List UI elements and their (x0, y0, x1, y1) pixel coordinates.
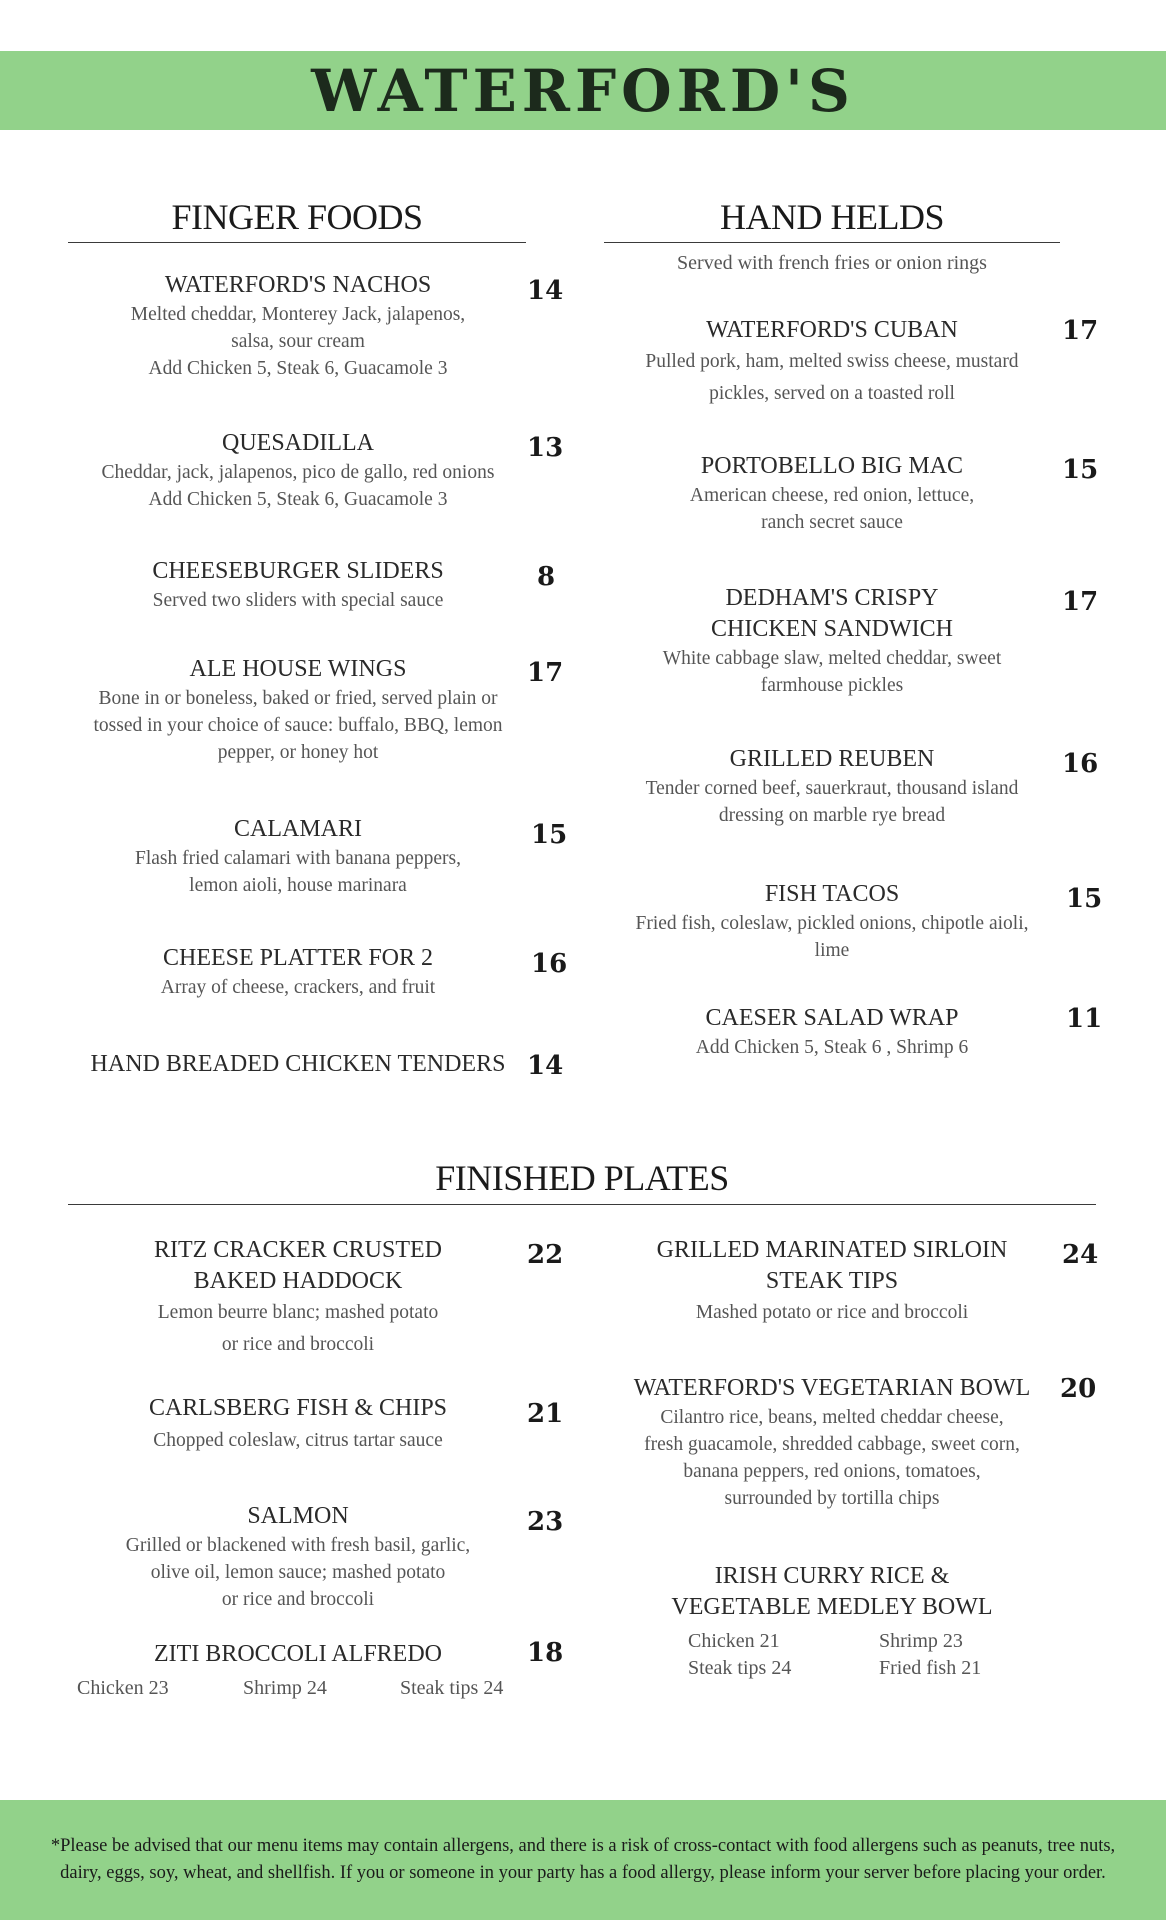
item-name: BAKED HADDOCK (193, 1268, 403, 1294)
item-desc: Pulled pork, ham, melted swiss cheese, mustard (645, 351, 1019, 372)
menu-item-salmon (58, 1501, 538, 1613)
menu-item-curry-bowl (612, 1561, 1052, 1623)
item-desc: Fried fish, coleslaw, pickled onions, chipotle aioli, (635, 913, 1029, 934)
item-desc: American cheese, red onion, lettuce, (689, 485, 975, 506)
menu-item-caesar-wrap (612, 1003, 1052, 1061)
item-price: 18 (527, 1638, 564, 1668)
item-desc: Melted cheddar, Monterey Jack, jalapenos, (130, 304, 466, 325)
allergen-notice-line: dairy, eggs, soy, wheat, and shellfish. If you or someone in your party has a food allergy, please inform your server before placing your order. (60, 1863, 1106, 1883)
menu-item-ziti-alfredo (58, 1639, 538, 1670)
item-desc: Cilantro rice, beans, melted cheddar cheese, (660, 1407, 1004, 1428)
item-price: 22 (527, 1240, 564, 1270)
item-desc: salsa, sour cream (231, 331, 365, 352)
item-name: GRILLED REUBEN (729, 746, 935, 772)
item-desc: olive oil, lemon sauce; mashed potato (150, 1562, 446, 1583)
item-name: CARLSBERG FISH & CHIPS (148, 1395, 448, 1421)
item-desc: banana peppers, red onions, tomatoes, (683, 1461, 981, 1482)
menu-item-fish-tacos (612, 879, 1052, 964)
item-name: SALMON (247, 1503, 349, 1529)
option-shrimp: Shrimp 23 (879, 1630, 963, 1652)
menu-item-wings (58, 654, 538, 766)
item-price: 15 (1062, 455, 1099, 485)
menu-item-vegetarian-bowl (604, 1373, 1060, 1512)
menu-item-crispy-chicken (612, 583, 1052, 699)
item-desc: Lemon beurre blanc; mashed potato (157, 1302, 439, 1323)
item-desc: Bone in or boneless, baked or fried, served plain or (98, 688, 498, 709)
hand-helds-divider (604, 242, 1060, 243)
item-price: 20 (1060, 1374, 1097, 1404)
item-price: 17 (1062, 316, 1099, 346)
item-name: VEGETABLE MEDLEY BOWL (671, 1594, 993, 1620)
item-price: 24 (1062, 1240, 1099, 1270)
option-chicken: Chicken 21 (688, 1630, 780, 1652)
item-desc: lime (814, 940, 850, 961)
option-shrimp: Shrimp 24 (243, 1677, 327, 1699)
menu-item-portobello (612, 451, 1052, 536)
menu-item-haddock (58, 1235, 538, 1361)
header-banner (0, 51, 1166, 130)
menu-item-cuban (612, 315, 1052, 410)
item-desc: pepper, or honey hot (217, 742, 379, 763)
item-desc: Add Chicken 5, Steak 6, Guacamole 3 (148, 489, 448, 510)
item-name: HAND BREADED CHICKEN TENDERS (90, 1051, 506, 1077)
menu-item-chicken-tenders (58, 1049, 538, 1080)
item-name: STEAK TIPS (765, 1268, 899, 1294)
item-name: CHEESE PLATTER FOR 2 (162, 945, 434, 971)
menu-item-fish-chips (58, 1393, 538, 1457)
item-price: 8 (537, 562, 556, 592)
item-name: CHEESEBURGER SLIDERS (152, 558, 444, 584)
item-desc: White cabbage slaw, melted cheddar, sweet (662, 648, 1002, 669)
item-desc: Tender corned beef, sauerkraut, thousand island (645, 778, 1019, 799)
item-desc: dressing on marble rye bread (718, 805, 946, 826)
item-desc: Cheddar, jack, jalapenos, pico de gallo, red onions (101, 462, 495, 483)
item-desc: Mashed potato or rice and broccoli (695, 1302, 969, 1323)
item-price: 17 (527, 658, 564, 688)
hand-helds-heading: HAND HELDS (720, 197, 944, 237)
item-desc: fresh guacamole, shredded cabbage, sweet corn, (644, 1434, 1020, 1455)
item-name: FISH TACOS (764, 881, 900, 907)
item-name: CAESER SALAD WRAP (705, 1005, 959, 1031)
menu-item-calamari (58, 814, 538, 899)
item-name: IRISH CURRY RICE & (714, 1563, 950, 1589)
item-name: WATERFORD'S VEGETARIAN BOWL (633, 1375, 1031, 1401)
option-steak-tips: Steak tips 24 (688, 1657, 792, 1679)
item-price: 11 (1066, 1004, 1103, 1034)
item-price: 21 (527, 1399, 564, 1429)
option-steak-tips: Steak tips 24 (400, 1677, 504, 1699)
item-desc: Grilled or blackened with fresh basil, garlic, (125, 1535, 471, 1556)
item-price: 17 (1062, 587, 1099, 617)
menu-item-reuben (612, 744, 1052, 829)
item-name: GRILLED MARINATED SIRLOIN (656, 1237, 1008, 1263)
item-desc: Array of cheese, crackers, and fruit (160, 977, 436, 998)
hand-helds-subheading: Served with french fries or onion rings (677, 252, 987, 274)
item-desc: lemon aioli, house marinara (189, 875, 407, 896)
menu-item-sirloin-tips (612, 1235, 1052, 1329)
menu-item-nachos (58, 270, 538, 382)
item-desc: Flash fried calamari with banana peppers, (135, 848, 461, 869)
allergen-notice-line: *Please be advised that our menu items may contain allergens, and there is a risk of cross-contact with food allergens such as peanuts, tree nuts, (50, 1836, 1116, 1856)
item-price: 13 (527, 433, 564, 463)
item-price: 16 (531, 949, 568, 979)
item-name: DEDHAM'S CRISPY (725, 585, 939, 611)
item-price: 14 (527, 276, 564, 306)
item-desc: surrounded by tortilla chips (724, 1488, 940, 1509)
item-desc: Add Chicken 5, Steak 6 , Shrimp 6 (695, 1037, 969, 1058)
finished-plates-divider (68, 1204, 1096, 1205)
item-name: WATERFORD'S NACHOS (164, 272, 432, 298)
finger-foods-divider (68, 242, 526, 243)
item-desc: farmhouse pickles (760, 675, 904, 696)
item-desc: or rice and broccoli (221, 1334, 375, 1355)
item-name: PORTOBELLO BIG MAC (700, 453, 964, 479)
item-price: 15 (1066, 884, 1103, 914)
item-price: 23 (527, 1507, 564, 1537)
menu-item-cheese-platter (58, 943, 538, 1001)
item-price: 14 (527, 1051, 564, 1081)
finger-foods-heading: FINGER FOODS (171, 197, 423, 237)
item-desc: ranch secret sauce (761, 512, 903, 533)
item-name: ZITI BROCCOLI ALFREDO (154, 1641, 442, 1667)
item-name: RITZ CRACKER CRUSTED (153, 1237, 443, 1263)
item-desc: pickles, served on a toasted roll (709, 383, 955, 404)
item-desc: Chopped coleslaw, citrus tartar sauce (153, 1430, 443, 1451)
allergen-footer (0, 1800, 1166, 1920)
item-desc: tossed in your choice of sauce: buffalo, BBQ, lemon (93, 715, 503, 736)
item-name: QUESADILLA (222, 430, 374, 456)
option-chicken: Chicken 23 (77, 1677, 169, 1699)
allergen-notice (13, 1833, 1153, 1887)
item-name: CALAMARI (233, 816, 362, 842)
menu-item-quesadilla (58, 428, 538, 513)
option-fried-fish: Fried fish 21 (879, 1657, 982, 1679)
item-name: ALE HOUSE WINGS (189, 656, 407, 682)
item-desc: or rice and broccoli (221, 1589, 375, 1610)
finished-plates-heading: FINISHED PLATES (435, 1158, 729, 1198)
menu-item-sliders (58, 556, 538, 614)
item-name: CHICKEN SANDWICH (711, 616, 953, 642)
item-price: 15 (531, 820, 568, 850)
item-desc: Add Chicken 5, Steak 6, Guacamole 3 (148, 358, 448, 379)
item-price: 16 (1062, 749, 1099, 779)
item-name: WATERFORD'S CUBAN (706, 317, 958, 343)
item-desc: Served two sliders with special sauce (152, 590, 444, 611)
restaurant-name: WATERFORD'S (311, 56, 855, 125)
